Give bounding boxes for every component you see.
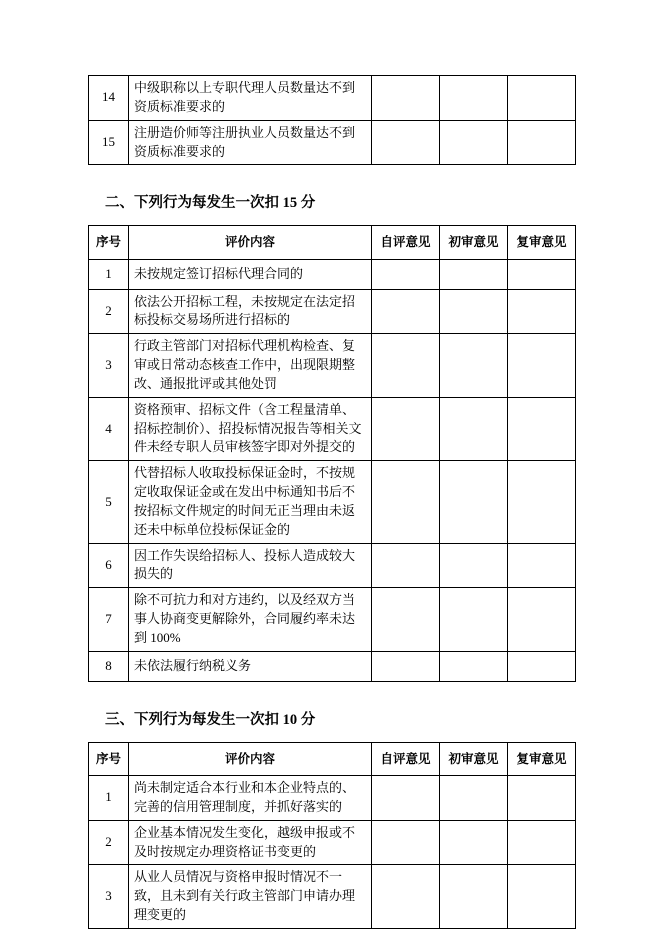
row-number-cell: 5 xyxy=(89,461,129,543)
evaluation-content-cell: 未依法履行纳税义务 xyxy=(129,651,372,681)
final-review-cell xyxy=(508,259,576,289)
table-row xyxy=(89,76,576,121)
evaluation-content-cell: 从业人员情况与资格申报时情况不一致，且未到有关行政主管部门申请办理理变更的 xyxy=(129,865,372,929)
final-review-cell xyxy=(508,289,576,334)
evaluation-content-cell: 行政主管部门对招标代理机构检查、复审或日常动态核查工作中，出现限期整改、通报批评或其他处罚 xyxy=(129,334,372,398)
table-row xyxy=(89,289,576,334)
row-number-cell: 8 xyxy=(89,651,129,681)
final-review-cell xyxy=(508,651,576,681)
section1-continuation-table xyxy=(88,75,576,165)
row-number-cell: 2 xyxy=(89,289,129,334)
section3-header-row xyxy=(89,742,576,775)
evaluation-content-cell: 代替招标人收取投标保证金时，不按规定收取保证金或在发出中标通知书后不按招标文件规定的时间无正当理由未返还未中标单位投标保证金的 xyxy=(129,461,372,543)
column-header-self-review: 自评意见 xyxy=(372,226,440,259)
final-review-cell xyxy=(508,120,576,165)
self-review-cell xyxy=(372,397,440,461)
self-review-cell xyxy=(372,334,440,398)
initial-review-cell xyxy=(440,775,508,820)
section2-header-row xyxy=(89,226,576,259)
row-number-cell: 1 xyxy=(89,775,129,820)
section2-heading: 二、下列行为每发生一次扣 15 分 xyxy=(105,195,316,212)
initial-review-cell xyxy=(440,588,508,652)
self-review-cell xyxy=(372,865,440,929)
table-row xyxy=(89,775,576,820)
column-header-serial: 序号 xyxy=(89,742,129,775)
initial-review-cell xyxy=(440,289,508,334)
table-row xyxy=(89,397,576,461)
initial-review-cell xyxy=(440,120,508,165)
table-row xyxy=(89,334,576,398)
column-header-final-review: 复审意见 xyxy=(508,226,576,259)
evaluation-content-cell: 依法公开招标工程，未按规定在法定招标投标交易场所进行招标的 xyxy=(129,289,372,334)
table-row xyxy=(89,461,576,543)
table-row xyxy=(89,588,576,652)
column-header-final-review: 复审意见 xyxy=(508,742,576,775)
section2-body xyxy=(89,259,576,681)
self-review-cell xyxy=(372,775,440,820)
final-review-cell xyxy=(508,775,576,820)
initial-review-cell xyxy=(440,76,508,121)
self-review-cell xyxy=(372,259,440,289)
column-header-initial-review: 初审意见 xyxy=(440,226,508,259)
evaluation-content-cell: 因工作失误给招标人、投标人造成较大损失的 xyxy=(129,543,372,588)
column-header-initial-review: 初审意见 xyxy=(440,742,508,775)
self-review-cell xyxy=(372,76,440,121)
table-row xyxy=(89,120,576,165)
row-number-cell: 14 xyxy=(89,76,129,121)
initial-review-cell xyxy=(440,651,508,681)
section3-heading: 三、下列行为每发生一次扣 10 分 xyxy=(105,711,316,728)
table-row xyxy=(89,259,576,289)
final-review-cell xyxy=(508,588,576,652)
self-review-cell xyxy=(372,461,440,543)
row-number-cell: 7 xyxy=(89,588,129,652)
evaluation-content-cell: 资格预审、招标文件（含工程量清单、招标控制价）、招投标情况报告等相关文件未经专职人员审核签字即对外提交的 xyxy=(129,397,372,461)
initial-review-cell xyxy=(440,865,508,929)
final-review-cell xyxy=(508,865,576,929)
initial-review-cell xyxy=(440,820,508,865)
final-review-cell xyxy=(508,76,576,121)
initial-review-cell xyxy=(440,461,508,543)
table-row xyxy=(89,865,576,929)
self-review-cell xyxy=(372,820,440,865)
row-number-cell: 6 xyxy=(89,543,129,588)
evaluation-content-cell: 中级职称以上专职代理人员数量达不到资质标准要求的 xyxy=(129,76,372,121)
column-header-content: 评价内容 xyxy=(129,742,372,775)
column-header-self-review: 自评意见 xyxy=(372,742,440,775)
section2-table xyxy=(88,225,576,681)
section3-body xyxy=(89,775,576,928)
final-review-cell xyxy=(508,397,576,461)
final-review-cell xyxy=(508,461,576,543)
evaluation-content-cell: 注册造价师等注册执业人员数量达不到资质标准要求的 xyxy=(129,120,372,165)
column-header-serial: 序号 xyxy=(89,226,129,259)
table-row xyxy=(89,543,576,588)
final-review-cell xyxy=(508,820,576,865)
column-header-content: 评价内容 xyxy=(129,226,372,259)
evaluation-content-cell: 尚未制定适合本行业和本企业特点的、完善的信用管理制度，并抓好落实的 xyxy=(129,775,372,820)
row-number-cell: 3 xyxy=(89,334,129,398)
self-review-cell xyxy=(372,289,440,334)
self-review-cell xyxy=(372,588,440,652)
row-number-cell: 4 xyxy=(89,397,129,461)
row-number-cell: 2 xyxy=(89,820,129,865)
evaluation-content-cell: 未按规定签订招标代理合同的 xyxy=(129,259,372,289)
self-review-cell xyxy=(372,651,440,681)
initial-review-cell xyxy=(440,259,508,289)
self-review-cell xyxy=(372,543,440,588)
section3-table xyxy=(88,742,576,929)
section1-continuation-body xyxy=(89,76,576,165)
self-review-cell xyxy=(372,120,440,165)
final-review-cell xyxy=(508,543,576,588)
initial-review-cell xyxy=(440,334,508,398)
final-review-cell xyxy=(508,334,576,398)
table-row xyxy=(89,820,576,865)
table-row xyxy=(89,651,576,681)
row-number-cell: 3 xyxy=(89,865,129,929)
row-number-cell: 15 xyxy=(89,120,129,165)
initial-review-cell xyxy=(440,543,508,588)
initial-review-cell xyxy=(440,397,508,461)
evaluation-content-cell: 企业基本情况发生变化，越级申报或不及时按规定办理资格证书变更的 xyxy=(129,820,372,865)
evaluation-content-cell: 除不可抗力和对方违约，以及经双方当事人协商变更解除外，合同履约率未达到 100% xyxy=(129,588,372,652)
row-number-cell: 1 xyxy=(89,259,129,289)
